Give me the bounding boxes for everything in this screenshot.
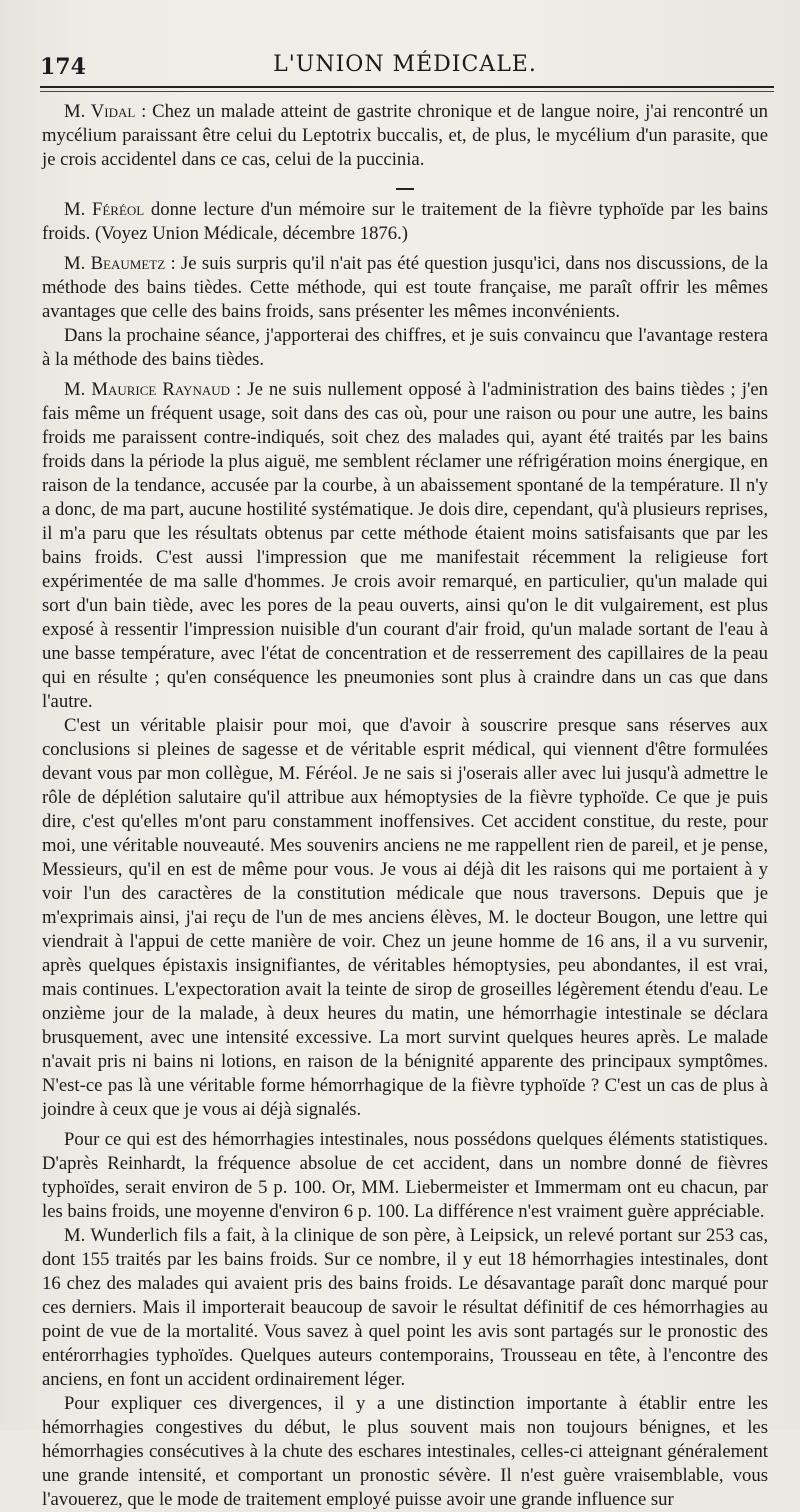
paragraph-text: : Je ne suis nullement opposé à l'administration des bains tièdes ; j'en fais même un fréquent usage, soit dans des cas où, pour une raison ou pour une autre, les bains froids me paraissent contre-indiqués, soit chez des malades qui, ayant été traités par les bains froids dans la période la plus aiguë, me semblent réclamer une réfrigération moins énergique, en raison de la tendance, accusée par la courbe, à un abaissement spontané de la température. Il n'y a donc, de ma part, aucune hostilité systématique. Je dois dire, cependant, qu'à plusieurs reprises, il m'a paru que les résultats obtenus par cette méthode étaient moins satisfaisants que par les bains froids. C'est aussi l'impression que me manifestait récemment la religieuse fort expérimentée de ma salle d'hommes. Je crois avoir remarqué, en particulier, qu'un malade qui sort d'un bain tiède, avec les pores de la peau ouverts, ainsi qu'on le dit vulgairement, est plus exposé à ressentir l'impression nuisible d'un courant d'air froid, qu'un malade sortant de l'eau à une basse température, avec l'état de concentration et de resserrement des capillaires de la peau qui en résulte ; qu'en conséquence les pneumonies sont plus à craindre dans un cas que dans l'autre. (42, 379, 768, 712)
paragraph-text: : Je suis surpris qu'il n'ait pas été question jusqu'ici, dans nos discussions, de la méthode des bains tièdes. Cette méthode, qui est toute française, me paraît offrir les mêmes avantages que celle des bains froids, sans présenter les mêmes inconvénients. (42, 253, 769, 322)
paragraph-text: M. Wunderlich fils a fait, à la clinique de son père, à Leipsick, un relevé portant sur 253 cas, dont 155 traités par les bains froids. Sur ce nombre, il y eut 18 hémorrhagies intestinales, dont 16 chez des malades qui avaient pris des bains froids. Le désavantage paraît donc marqué pour ces derniers. Mais il importerait beaucoup de savoir le résultat définitif de ces hémorrhagies au point de vue de la mortalité. Vous savez à quel point les avis sont partagés sur le pronostic des entérorrhagies typhoïdes. Quelques auteurs contemporains, Trousseau en tête, à l'encontre des anciens, en font un accident ordinairement léger. (42, 1225, 768, 1390)
paragraph-text: : Chez un malade atteint de gastrite chronique et de langue noire, j'ai rencontré un mycélium paraissant être celui du Leptotrix buccalis, et, de plus, le mycélium d'un parasite, que je crois accidentel dans ce cas, celui de la puccinia. (42, 101, 768, 170)
paragraph-raynaud-4 (42, 1224, 768, 1392)
speaker-name: M. Maurice Raynaud (64, 379, 230, 400)
speaker-name: M. Beaumetz (64, 253, 166, 274)
header-rule (40, 86, 774, 88)
page-number: 174 (40, 54, 86, 80)
running-title: L'UNION MÉDICALE. (273, 52, 537, 77)
paragraph-vidal (42, 100, 768, 172)
paragraph-fereol (42, 198, 768, 246)
article-body (42, 100, 768, 1512)
paragraph-beaumetz-cont (42, 324, 768, 372)
header-rule-thin (40, 91, 774, 92)
paragraph-beaumetz (42, 252, 768, 324)
paragraph-text: Dans la prochaine séance, j'apporterai des chiffres, et je suis convaincu que l'avantage restera à la méthode des bains tièdes. (42, 325, 768, 370)
section-divider (396, 188, 414, 190)
paragraph-text: Pour ce qui est des hémorrhagies intestinales, nous possédons quelques éléments statistiques. D'après Reinhardt, la fréquence absolue de cet accident, dans un nombre donné de fièvres typhoïdes, serait environ de 5 p. 100. Or, MM. Liebermeister et Immermam ont eu chacun, par les bains froids, une moyenne d'environ 6 p. 100. La différence n'est vraiment guère appréciable. (42, 1129, 768, 1222)
speaker-name: M. Vidal (64, 101, 136, 122)
paragraph-text: donne lecture d'un mémoire sur le traitement de la fièvre typhoïde par les bains froids. (Voyez Union Médicale, décembre 1876.) (42, 199, 768, 244)
paragraph-raynaud-5 (42, 1392, 768, 1512)
paragraph-text: C'est un véritable plaisir pour moi, que d'avoir à souscrire presque sans réserves aux conclusions si pleines de sagesse et de véritable esprit médical, qui viennent d'être formulées devant vous par mon collègue, M. Féréol. Je ne sais si j'oserais aller avec lui jusqu'à admettre le rôle de déplétion salutaire qu'il attribue aux hémoptysies de la fièvre typhoïde. Ce que je puis dire, c'est qu'elles m'ont paru constamment inoffensives. Cet accident constitue, du reste, pour moi, une véritable nouveauté. Mes souvenirs anciens ne me rappellent rien de pareil, et je pense, Messieurs, qu'il en est de même pour vous. Je vous ai déjà dit les raisons qui me portaient à y voir l'un des caractères de la constitution médicale que nous traversons. Depuis que je m'exprimais ainsi, j'ai reçu de l'un de mes anciens élèves, M. le docteur Bougon, une lettre qui viendrait à l'appui de cette manière de voir. Chez un jeune homme de 16 ans, il a vu survenir, après quelques épistaxis insignifiantes, de véritables hémoptysies, peu abondantes, il est vrai, mais continues. L'expectoration avait la teinte de sirop de groseilles légèrement étendu d'eau. Le onzième jour de la malade, à deux heures du matin, une hémorrhagie intestinale se déclara brusquement, avec une intensité excessive. La mort survint quelques heures après. Le malade n'avait pris ni bains ni lotions, en raison de la bénignité apparente des principaux symptômes. N'est-ce pas là une véritable forme hémorrhagique de la fièvre typhoïde ? C'est un cas de plus à joindre à ceux que je vous ai déjà signalés. (42, 715, 768, 1120)
paragraph-raynaud-2 (42, 714, 768, 1122)
paragraph-raynaud-3 (42, 1128, 768, 1224)
paragraph-raynaud (42, 378, 768, 714)
paragraph-text: Pour expliquer ces divergences, il y a une distinction importante à établir entre les hémorrhagies congestives du début, le plus souvent mais non toujours bénignes, et les hémorrhagies consécutives à la chute des eschares intestinales, celles-ci atteignant généralement une grande intensité, et comportant un pronostic sévère. Il n'est guère vraisemblable, vous l'avouerez, que le mode de traitement employé puisse avoir une grande influence sur (42, 1393, 768, 1510)
page-header (40, 48, 770, 84)
speaker-name: M. Féréol (64, 199, 145, 220)
